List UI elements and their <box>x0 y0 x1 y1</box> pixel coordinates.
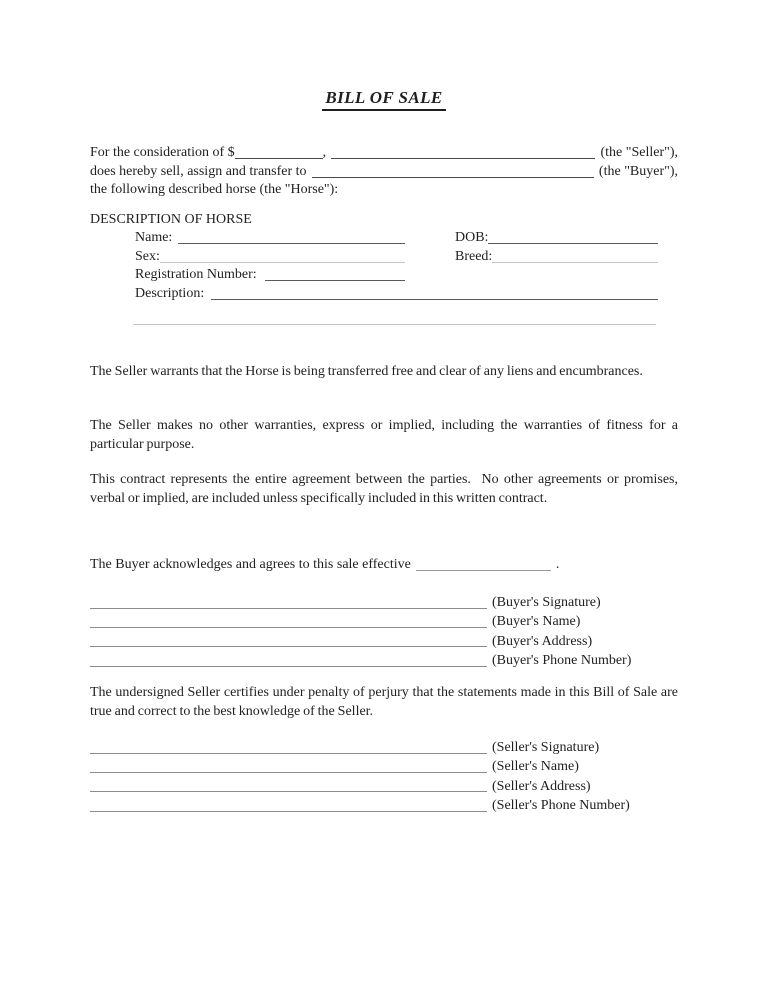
sex-field-line <box>160 248 405 263</box>
document-title: BILL OF SALE <box>322 88 445 111</box>
breed-field-label: Breed: <box>455 248 493 264</box>
entire-agreement-paragraph: This contract represents the entire agreement between the parties. No other agreements or promises, verbal or implied, are included unless specifically included in this written contract. <box>90 472 681 506</box>
intro-line-2 <box>90 163 678 182</box>
buyer-signature-block <box>90 593 678 670</box>
horse-clause-text: the following described horse (the "Horse"): <box>90 182 339 198</box>
buyer-phone-label: (Buyer's Phone Number) <box>492 652 632 668</box>
title-row <box>0 88 768 111</box>
sex-field <box>135 248 405 267</box>
buyer-address-label: (Buyer's Address) <box>492 633 593 649</box>
no-other-warranties-paragraph: The Seller makes no other warranties, express or implied, including the warranties of fitness for a particular purpose. <box>90 418 681 452</box>
buyer-signature-row <box>90 593 678 612</box>
seller-name-line <box>90 757 487 773</box>
seller-signature-row <box>90 738 678 757</box>
form-row-description <box>135 285 658 304</box>
seller-signature-block <box>90 738 678 815</box>
buyer-phone-row <box>90 651 678 670</box>
buyer-acknowledgement <box>90 556 678 575</box>
description-continuation-line <box>133 324 656 325</box>
buyer-signature-label: (Buyer's Signature) <box>492 595 601 610</box>
seller-address-line <box>90 777 487 793</box>
buyer-designation-text: (the "Buyer"), <box>598 163 678 179</box>
name-field-line <box>178 229 405 244</box>
transfer-text: does hereby sell, assign and transfer to <box>90 163 307 179</box>
buyer-signature-line <box>90 593 487 609</box>
form-row-registration <box>135 266 658 285</box>
description-field-line <box>211 285 658 300</box>
seller-name-row <box>90 757 678 776</box>
form-row-sex-breed <box>135 248 658 267</box>
seller-name-label: (Seller's Name) <box>492 759 579 775</box>
intro-paragraph <box>90 144 678 200</box>
dob-field-label: DOB: <box>455 230 489 245</box>
form-row-name-dob <box>135 229 658 248</box>
buyer-address-row <box>90 632 678 651</box>
seller-name-blank <box>331 144 595 159</box>
buyer-name-label: (Buyer's Name) <box>492 614 581 630</box>
buyer-name-row <box>90 612 678 631</box>
seller-address-row <box>90 777 678 796</box>
buyer-acknowledgement-period: . <box>555 557 560 572</box>
registration-field-label: Registration Number: <box>135 267 257 283</box>
dob-field <box>455 229 658 248</box>
seller-phone-line <box>90 796 487 812</box>
sex-field-label: Sex: <box>135 248 160 264</box>
consideration-amount-blank <box>235 144 323 159</box>
registration-field-line <box>265 266 405 281</box>
seller-phone-row <box>90 796 678 815</box>
seller-designation-text: (the "Seller"), <box>600 145 678 160</box>
registration-field <box>135 266 405 285</box>
warranty-paragraph: The Seller warrants that the Horse is being transferred free and clear of any liens and encumbrances. <box>90 364 643 379</box>
buyer-phone-line <box>90 651 487 667</box>
comma-text: , <box>322 145 327 160</box>
seller-certification-paragraph: The undersigned Seller certifies under penalty of perjury that the statements made in this Bill of Sale are true and correct to the best knowledge of the Seller. <box>90 685 681 719</box>
seller-signature-label: (Seller's Signature) <box>492 740 600 755</box>
intro-line-3 <box>90 181 678 200</box>
seller-address-label: (Seller's Address) <box>492 778 591 794</box>
seller-phone-label: (Seller's Phone Number) <box>492 797 630 813</box>
breed-field-line <box>492 248 658 263</box>
name-field <box>135 229 405 248</box>
buyer-address-line <box>90 632 487 648</box>
description-field-label: Description: <box>135 285 205 301</box>
intro-line-1 <box>90 144 678 163</box>
breed-field <box>455 248 658 267</box>
buyer-name-line <box>90 612 487 628</box>
effective-date-blank <box>416 556 551 571</box>
description-heading: DESCRIPTION OF HORSE <box>90 212 252 227</box>
dob-field-line <box>488 229 658 244</box>
seller-signature-line <box>90 738 487 754</box>
name-field-label: Name: <box>135 230 173 245</box>
buyer-name-blank <box>312 163 594 178</box>
column-gap <box>405 248 455 267</box>
horse-description-form <box>135 229 658 303</box>
buyer-acknowledgement-text: The Buyer acknowledges and agrees to this sale effective <box>90 557 411 572</box>
consideration-text: For the consideration of $ <box>90 145 235 160</box>
column-gap <box>405 229 455 248</box>
